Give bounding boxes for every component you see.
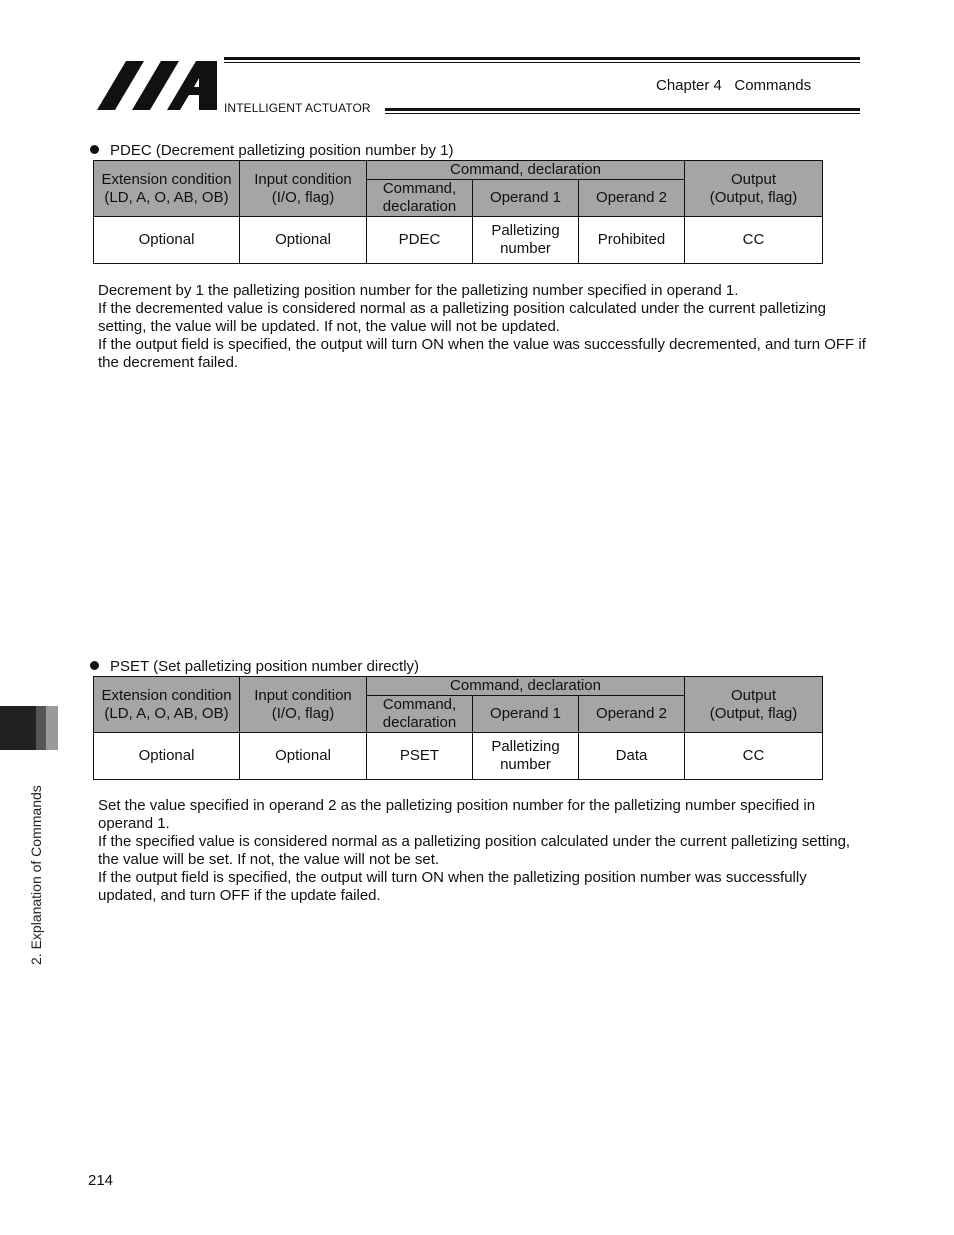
header-extension-condition: Extension condition (LD, A, O, AB, OB) xyxy=(94,677,240,733)
table-row xyxy=(94,217,823,264)
header-rule xyxy=(385,108,860,111)
chapter-tab xyxy=(0,706,36,750)
chapter-tab xyxy=(46,706,58,750)
description-paragraph: If the output field is specified, the output will turn ON when the palletizing position number was successfully updated, and turn OFF if the update failed. xyxy=(98,869,807,904)
description-paragraph: If the decremented value is considered normal as a palletizing position calculated under the current palletizing setting, the value will be updated. If not, the value will not be updated. xyxy=(98,300,826,335)
header-operand-2: Operand 2 xyxy=(579,696,685,733)
cell-extension: Optional xyxy=(94,217,240,264)
section-title: PSET (Set palletizing position number directly) xyxy=(110,658,420,675)
header-command-group: Command, declaration xyxy=(367,677,685,696)
command-table xyxy=(93,676,823,780)
cell-operand-1: Palletizing number xyxy=(473,733,579,780)
header-operand-2: Operand 2 xyxy=(579,180,685,217)
cell-input: Optional xyxy=(240,217,367,264)
header-command-group: Command, declaration xyxy=(367,161,685,180)
header-rule xyxy=(224,57,860,60)
description-paragraph: Set the value specified in operand 2 as the palletizing position number for the palletizing number specified in operand 1. xyxy=(98,797,816,832)
description-paragraph: If the output field is specified, the output will turn ON when the value was successfully decremented, and turn OFF if the decrement failed. xyxy=(98,336,866,371)
command-table xyxy=(93,160,823,264)
cell-input: Optional xyxy=(240,733,367,780)
header-output: Output (Output, flag) xyxy=(685,161,823,217)
cell-command: PDEC xyxy=(367,217,473,264)
page-number: 214 xyxy=(88,1172,114,1189)
chapter-tab xyxy=(36,706,46,750)
description-paragraph: Decrement by 1 the palletizing position number for the palletizing number specified in operand 1. xyxy=(98,282,739,299)
description-paragraph: If the specified value is considered normal as a palletizing position calculated under the current palletizing setting, the value will be set. If not, the value will not be set. xyxy=(98,833,851,868)
header-output: Output (Output, flag) xyxy=(685,677,823,733)
bullet-icon xyxy=(90,145,99,154)
header-extension-condition: Extension condition (LD, A, O, AB, OB) xyxy=(94,161,240,217)
description xyxy=(98,282,868,372)
section-heading xyxy=(90,142,453,159)
table-row xyxy=(94,733,823,780)
header-operand-1: Operand 1 xyxy=(473,180,579,217)
section-heading xyxy=(90,658,419,675)
cell-operand-1: Palletizing number xyxy=(473,217,579,264)
header-input-condition: Input condition (I/O, flag) xyxy=(240,161,367,217)
cell-output: CC xyxy=(685,733,823,780)
cell-operand-2: Prohibited xyxy=(579,217,685,264)
header-operand-1: Operand 1 xyxy=(473,696,579,733)
header-input-condition: Input condition (I/O, flag) xyxy=(240,677,367,733)
header-rule xyxy=(224,62,860,63)
header-rule xyxy=(385,113,860,114)
description xyxy=(98,797,868,905)
cell-operand-2: Data xyxy=(579,733,685,780)
side-section-label: 2. Explanation of Commands xyxy=(28,785,44,965)
company-logo xyxy=(97,59,221,111)
chapter-title: Chapter 4 Commands xyxy=(656,77,812,94)
cell-output: CC xyxy=(685,217,823,264)
cell-extension: Optional xyxy=(94,733,240,780)
cell-command: PSET xyxy=(367,733,473,780)
bullet-icon xyxy=(90,661,99,670)
header-command: Command, declaration xyxy=(367,180,473,217)
brand-text: INTELLIGENT ACTUATOR xyxy=(224,101,371,115)
header-command: Command, declaration xyxy=(367,696,473,733)
section-title: PDEC (Decrement palletizing position number by 1) xyxy=(110,142,454,159)
